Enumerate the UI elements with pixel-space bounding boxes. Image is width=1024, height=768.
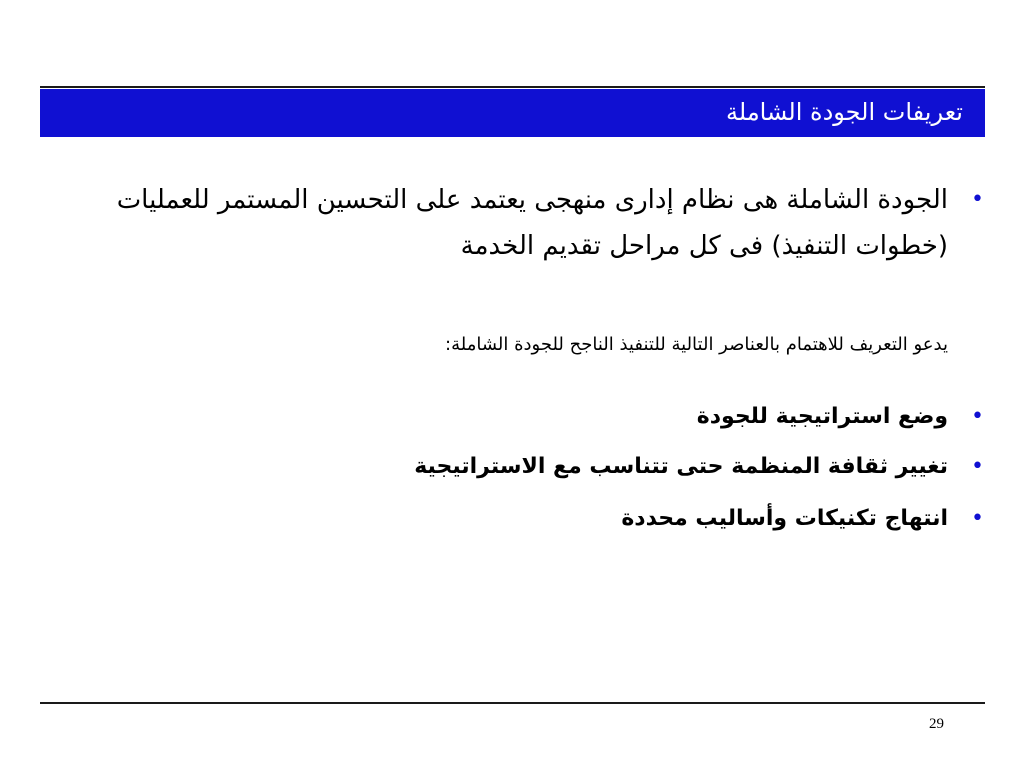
list-item-text: وضع استراتيجية للجودة [696, 404, 948, 429]
intro-text: يدعو التعريف للاهتمام بالعناصر التالية للتنفيذ الناجح للجودة الشاملة: [445, 334, 948, 355]
bullet-icon: • [971, 454, 984, 479]
title-bar [40, 89, 985, 137]
list-item-text: تغيير ثقافة المنظمة حتى تتناسب مع الاستراتيجية [414, 454, 948, 479]
list-item-text: انتهاج تكنيكات وأساليب محددة [621, 506, 948, 531]
list-item [414, 452, 984, 482]
page-number: 29 [929, 716, 944, 732]
bullet-icon: • [971, 404, 984, 429]
list-item [621, 504, 984, 534]
list-item [696, 402, 984, 432]
bottom-divider [40, 702, 985, 704]
definition-bullet [108, 177, 984, 269]
bullet-icon: • [971, 187, 984, 212]
definition-text: الجودة الشاملة هى نظام إدارى منهجى يعتمد على التحسين المستمر للعمليات (خطوات التنفيذ) فى كل مراحل تقديم الخدمة [116, 185, 948, 261]
bullet-icon: • [971, 506, 984, 531]
slide-title: تعريفات الجودة الشاملة [726, 98, 963, 126]
top-divider [40, 86, 985, 88]
